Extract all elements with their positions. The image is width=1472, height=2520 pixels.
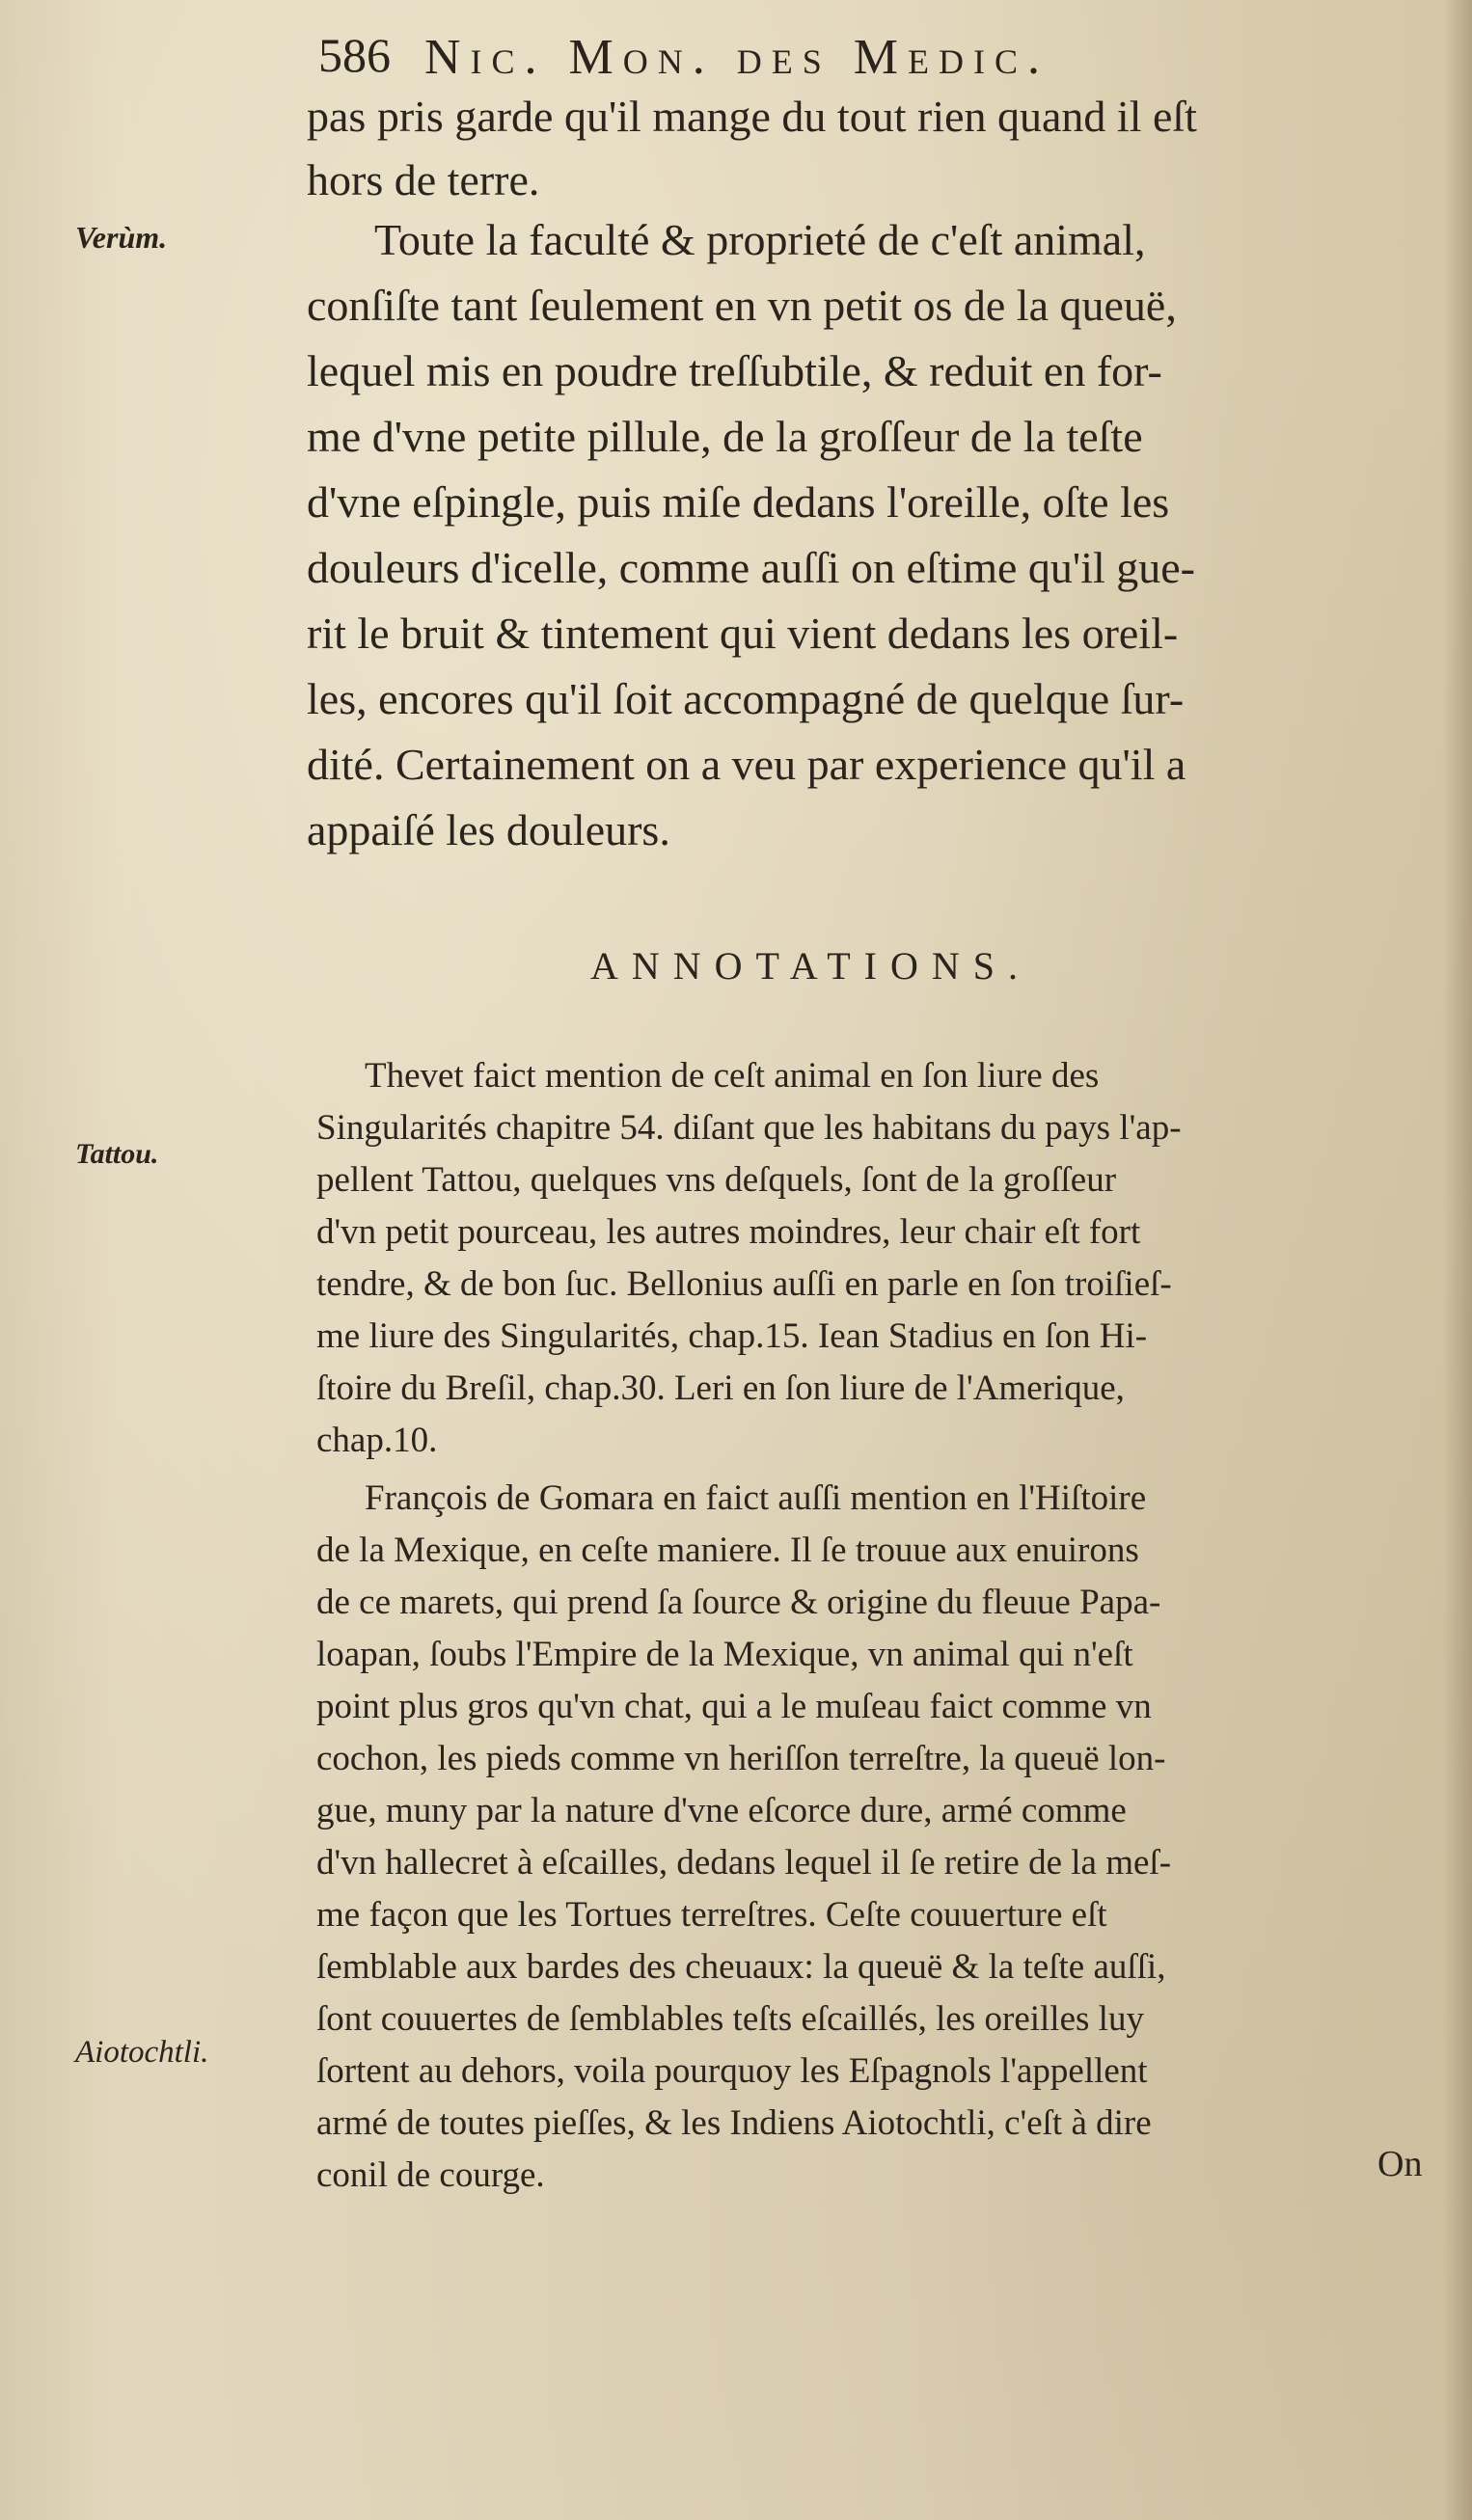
annotation-line: ſont couuertes de ſemblables teſts eſcaillés, les oreilles luy [316,1999,1144,2039]
annotation-line: cochon, les pieds comme vn heriſſon terreſtre, la queuë lon- [316,1739,1166,1778]
main-text-line: lequel mis en poudre treſſubtile, & reduit en for- [307,346,1162,395]
annotation-line: Singularités chapitre 54. diſant que les habitans du pays l'ap- [316,1108,1182,1148]
page-edge-shadow [1443,0,1472,2520]
main-text-line: les, encores qu'il ſoit accompagné de quelque ſur- [307,674,1185,723]
annotation-line: pellent Tattou, quelques vns deſquels, ſont de la groſſeur [316,1160,1117,1200]
annotation-line: loapan, ſoubs l'Empire de la Mexique, vn animal qui n'eſt [316,1635,1133,1674]
annotation-line: point plus gros qu'vn chat, qui a le muſeau faict comme vn [316,1687,1152,1726]
annotation-line: gue, muny par la nature d'vne eſcorce dure, armé comme [316,1791,1127,1830]
main-text-line: rit le bruit & tintement qui vient dedans les oreil- [307,609,1179,658]
main-text-line: pas pris garde qu'il mange du tout rien quand il eſt [307,92,1197,141]
annotation-line: conil de courge. [316,2155,545,2195]
annotation-line: armé de toutes pieſſes, & les Indiens Aiotochtli, c'eſt à dire [316,2103,1152,2143]
main-text-line: d'vne eſpingle, puis miſe dedans l'oreille, oſte les [307,477,1170,527]
annotation-line: me liure des Singularités, chap.15. Iean Stadius en ſon Hi- [316,1316,1148,1356]
main-text-line: hors de terre. [307,155,540,204]
annotation-line: chap.10. [316,1421,438,1460]
margin-note-verum: Verùm. [75,220,168,255]
annotation-line: tendre, & de bon ſuc. Bellonius auſſi en parle en ſon troiſieſ- [316,1264,1172,1304]
margin-note-aiotochtli: Aiotochtli. [75,2035,209,2070]
main-text-line: conſiſte tant ſeulement en vn petit os de la queuë, [307,281,1177,330]
annotation-line: de la Mexique, en ceſte maniere. Il ſe trouue aux enuirons [316,1531,1139,1570]
annotation-line: d'vn hallecret à eſcailles, dedans lequel il ſe retire de la meſ- [316,1843,1172,1883]
annotation-line: de ce marets, qui prend ſa ſource & origine du fleuue Papa- [316,1583,1161,1622]
annotation-line: ſemblable aux bardes des cheuaux: la queuë & la teſte auſſi, [316,1947,1166,1987]
running-head: Nic. Mon. des Medic. [424,30,1050,85]
annotation-line: ſtoire du Breſil, chap.30. Leri en ſon liure de l'Amerique, [316,1368,1125,1408]
main-text-line: Toute la faculté & proprieté de c'eſt animal, [374,215,1146,264]
main-text-line: me d'vne petite pillule, de la groſſeur de la teſte [307,412,1143,461]
annotations-heading: ANNOTATIONS. [590,944,1032,988]
annotation-line: François de Gomara en faict auſſi mention en l'Hiſtoire [365,1478,1147,1518]
main-text-line: douleurs d'icelle, comme auſſi on eſtime qu'il gue- [307,543,1195,592]
main-text-line: appaiſé les douleurs. [307,805,670,854]
annotation-line: me façon que les Tortues terreſtres. Ceſte couuerture eſt [316,1895,1107,1935]
catchword: On [1377,2144,1423,2184]
annotation-line: ſortent au dehors, voila pourquoy les Eſpagnols l'appellent [316,2051,1148,2091]
annotation-line: Thevet faict mention de ceſt animal en ſon liure des [365,1056,1100,1096]
margin-note-tattou: Tattou. [75,1138,159,1170]
annotation-line: d'vn petit pourceau, les autres moindres, leur chair eſt fort [316,1212,1141,1252]
page-number: 586 [318,28,391,82]
main-text-line: dité. Certainement on a veu par experience qu'il a [307,740,1186,789]
